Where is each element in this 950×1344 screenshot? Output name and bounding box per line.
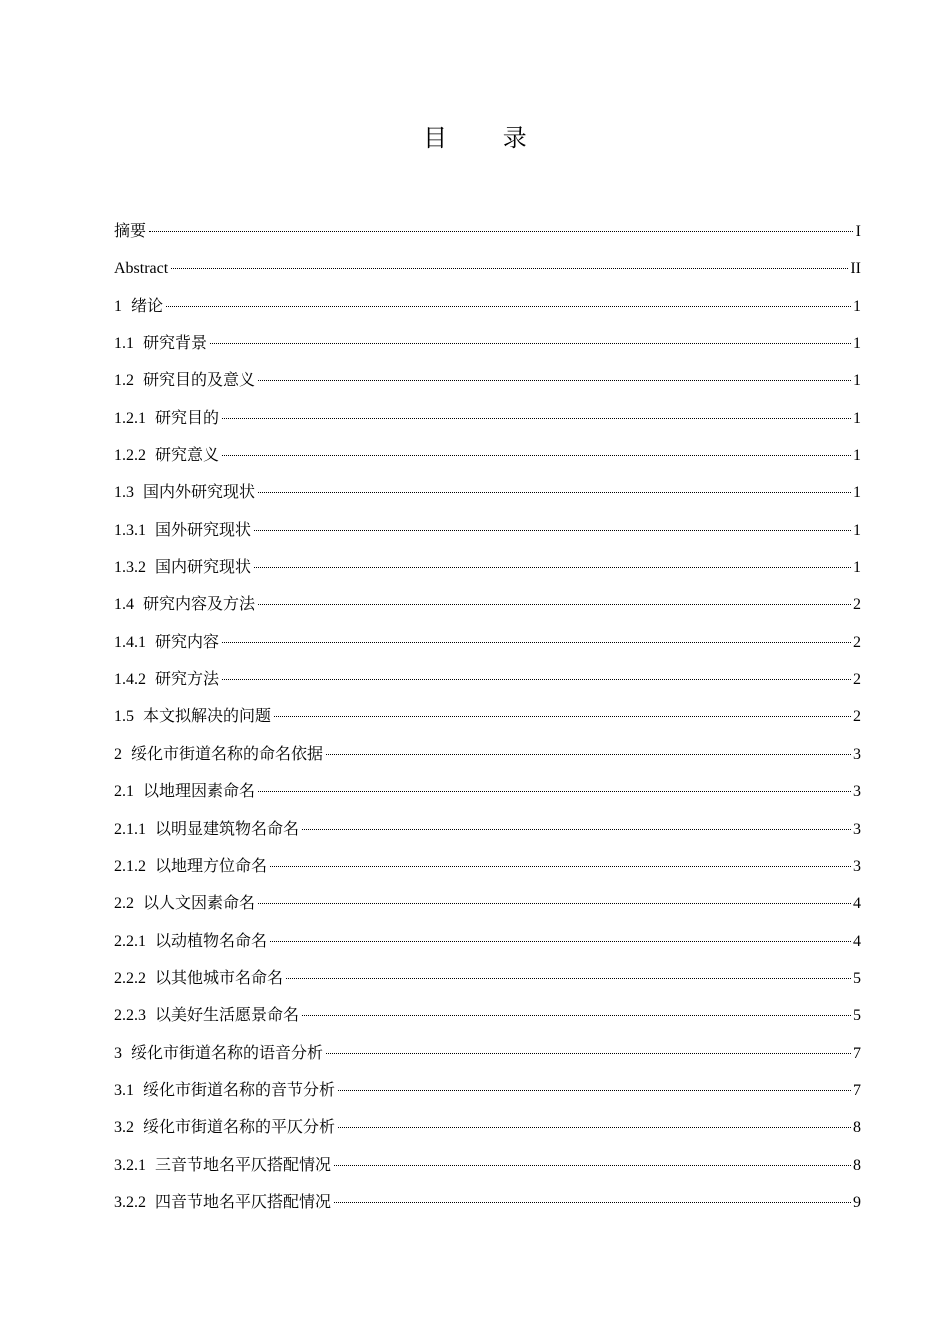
toc-entry-number: 1.3.1 [114, 521, 146, 539]
toc-entry-text: Abstract [114, 260, 169, 278]
toc-entry[interactable] [114, 885, 861, 922]
toc-entry[interactable] [114, 661, 861, 698]
table-of-contents [114, 213, 861, 1221]
dot-leader [222, 418, 851, 419]
toc-entry-text: 以明显建筑物名命名 [155, 820, 300, 838]
toc-entry-number: 2.2.1 [114, 932, 146, 950]
toc-page-number: 3 [853, 857, 861, 875]
toc-entry-label [114, 213, 146, 250]
toc-page-number: 3 [853, 820, 861, 838]
toc-page-number: 5 [853, 969, 861, 987]
dot-leader [286, 978, 851, 979]
toc-entry-number: 1.5 [114, 708, 134, 726]
dot-leader [302, 1015, 851, 1016]
toc-entry-text: 研究背景 [143, 335, 208, 353]
toc-entry-number: 3.2.1 [114, 1156, 146, 1174]
toc-entry[interactable] [114, 288, 861, 325]
dot-leader [258, 380, 851, 381]
toc-entry-text: 以其他城市名命名 [155, 969, 284, 987]
toc-entry-label [114, 811, 299, 848]
toc-entry-label [114, 698, 271, 735]
toc-entry-text: 以美好生活愿景命名 [155, 1007, 300, 1025]
toc-entry[interactable] [114, 624, 861, 661]
toc-page-number: 1 [853, 447, 861, 465]
toc-entry-label [114, 549, 251, 586]
toc-entry-label [114, 586, 255, 623]
toc-entry-text: 绥化市街道名称的语音分析 [131, 1044, 324, 1062]
dot-leader [149, 231, 853, 232]
toc-entry-number: 3 [114, 1044, 122, 1062]
toc-entry[interactable] [114, 811, 861, 848]
toc-entry-number: 2.2 [114, 895, 134, 913]
toc-page-number: 3 [853, 783, 861, 801]
dot-leader [166, 306, 851, 307]
toc-entry-label [114, 400, 219, 437]
toc-entry[interactable] [114, 848, 861, 885]
toc-entry[interactable] [114, 400, 861, 437]
toc-entry[interactable] [114, 474, 861, 511]
toc-entry-text: 绥化市街道名称的命名依据 [131, 745, 324, 763]
toc-entry-text: 摘要 [114, 223, 147, 240]
toc-entry-number: 2.1 [114, 783, 134, 801]
toc-entry-text: 研究方法 [155, 671, 220, 689]
dot-leader [254, 530, 851, 531]
toc-entry-label [114, 997, 299, 1034]
toc-entry-number: 2.2.2 [114, 969, 146, 987]
toc-page-number: 5 [853, 1007, 861, 1025]
toc-entry-text: 国外研究现状 [155, 521, 252, 539]
toc-entry[interactable] [114, 325, 861, 362]
toc-entry-label [114, 885, 255, 922]
toc-entry-text: 以动植物名命名 [155, 932, 268, 950]
toc-entry-number: 3.2 [114, 1119, 134, 1137]
toc-entry[interactable] [114, 549, 861, 586]
dot-leader [254, 567, 851, 568]
toc-entry-number: 2.1.2 [114, 857, 146, 875]
toc-page-number: 2 [853, 633, 861, 651]
dot-leader [274, 716, 851, 717]
toc-entry-number: 1.1 [114, 335, 134, 353]
toc-page-number: 2 [853, 708, 861, 726]
toc-entry-label [114, 960, 283, 997]
toc-entry-number: 1.4.1 [114, 633, 146, 651]
toc-entry-text: 国内研究现状 [155, 559, 252, 577]
toc-entry-label [114, 923, 267, 960]
dot-leader [258, 604, 851, 605]
toc-entry-label [114, 1035, 323, 1072]
toc-entry-text: 研究目的 [155, 409, 220, 427]
toc-entry-number: 1.2.2 [114, 447, 146, 465]
toc-entry[interactable] [114, 1072, 861, 1109]
toc-page-number: 1 [853, 335, 861, 353]
toc-entry-number: 2 [114, 745, 122, 763]
toc-entry[interactable] [114, 1184, 861, 1221]
toc-entry[interactable] [114, 250, 861, 287]
toc-page-number: I [855, 223, 861, 240]
toc-page-number: 1 [853, 521, 861, 539]
toc-entry-label [114, 362, 255, 399]
toc-entry-label [114, 1072, 335, 1109]
toc-entry-text: 绥化市街道名称的平仄分析 [143, 1119, 336, 1137]
toc-entry-number: 2.2.3 [114, 1007, 146, 1025]
toc-entry[interactable] [114, 960, 861, 997]
dot-leader [171, 268, 848, 269]
dot-leader [222, 455, 851, 456]
toc-title: 目 录 [423, 124, 551, 152]
toc-page-number: 1 [853, 372, 861, 390]
toc-page-number: 4 [853, 895, 861, 913]
toc-entry[interactable] [114, 213, 861, 250]
toc-entry-label [114, 848, 267, 885]
dot-leader [222, 642, 851, 643]
toc-entry-number: 1.3.2 [114, 559, 146, 577]
dot-leader [222, 679, 851, 680]
toc-entry-text: 本文拟解决的问题 [143, 708, 272, 726]
toc-entry-number: 3.1 [114, 1081, 134, 1099]
toc-entry-number: 1.2.1 [114, 409, 146, 427]
toc-entry-label [114, 736, 323, 773]
dot-leader [258, 492, 851, 493]
toc-entry[interactable] [114, 1109, 861, 1146]
toc-page-number: 1 [853, 297, 861, 315]
toc-entry-number: 2.1.1 [114, 820, 146, 838]
toc-entry-label [114, 512, 251, 549]
toc-page-number: 1 [853, 559, 861, 577]
toc-page-number: 2 [853, 596, 861, 614]
toc-entry[interactable] [114, 1147, 861, 1184]
toc-entry-text: 绪论 [131, 297, 164, 315]
toc-entry[interactable] [114, 997, 861, 1034]
dot-leader [270, 941, 851, 942]
toc-entry-text: 绥化市街道名称的音节分析 [143, 1081, 336, 1099]
toc-entry-label [114, 437, 219, 474]
toc-entry-label [114, 474, 255, 511]
toc-entry-number: 1.3 [114, 484, 134, 502]
toc-page-number: 1 [853, 409, 861, 427]
dot-leader [258, 903, 851, 904]
toc-page-number: 9 [853, 1193, 861, 1211]
toc-entry-text: 四音节地名平仄搭配情况 [155, 1193, 332, 1211]
toc-entry-label [114, 288, 163, 325]
dot-leader [338, 1127, 851, 1128]
toc-entry-label [114, 325, 207, 362]
toc-entry[interactable] [114, 1035, 861, 1072]
dot-leader [338, 1090, 851, 1091]
toc-entry-label [114, 661, 219, 698]
toc-page-number: 3 [853, 745, 861, 763]
toc-page-number: 2 [853, 671, 861, 689]
toc-entry-label [114, 773, 255, 810]
dot-leader [258, 791, 851, 792]
toc-entry-text: 以地理因素命名 [143, 783, 256, 801]
dot-leader [334, 1202, 851, 1203]
dot-leader [326, 754, 851, 755]
toc-entry-label [114, 250, 168, 287]
toc-entry-text: 研究目的及意义 [143, 372, 256, 390]
toc-entry-text: 研究意义 [155, 447, 220, 465]
toc-entry-number: 1.4.2 [114, 671, 146, 689]
toc-page-number: 4 [853, 932, 861, 950]
toc-entry[interactable] [114, 362, 861, 399]
toc-page-number: 8 [853, 1119, 861, 1137]
toc-entry[interactable] [114, 586, 861, 623]
toc-page-number: 8 [853, 1156, 861, 1174]
toc-entry-number: 3.2.2 [114, 1193, 146, 1211]
toc-entry-text: 以人文因素命名 [143, 895, 256, 913]
toc-page-number: 7 [853, 1044, 861, 1062]
toc-entry[interactable] [114, 437, 861, 474]
toc-page-number: II [850, 260, 861, 278]
dot-leader [326, 1053, 851, 1054]
dot-leader [302, 829, 851, 830]
toc-entry-label [114, 1184, 331, 1221]
toc-entry-label [114, 1147, 331, 1184]
toc-entry[interactable] [114, 698, 861, 735]
toc-entry-number: 1.2 [114, 372, 134, 390]
toc-entry-label [114, 624, 219, 661]
toc-entry[interactable] [114, 512, 861, 549]
dot-leader [210, 343, 851, 344]
toc-entry-number: 1 [114, 297, 122, 315]
toc-entry-text: 三音节地名平仄搭配情况 [155, 1156, 332, 1174]
dot-leader [334, 1165, 851, 1166]
toc-entry[interactable] [114, 923, 861, 960]
toc-page-number: 1 [853, 484, 861, 502]
toc-entry-label [114, 1109, 335, 1146]
toc-entry-text: 研究内容 [155, 633, 220, 651]
toc-entry-text: 以地理方位命名 [155, 857, 268, 875]
dot-leader [270, 866, 851, 867]
toc-entry-text: 国内外研究现状 [143, 484, 256, 502]
toc-entry-number: 1.4 [114, 596, 134, 614]
toc-entry-text: 研究内容及方法 [143, 596, 256, 614]
toc-entry[interactable] [114, 736, 861, 773]
toc-page-number: 7 [853, 1081, 861, 1099]
toc-entry[interactable] [114, 773, 861, 810]
